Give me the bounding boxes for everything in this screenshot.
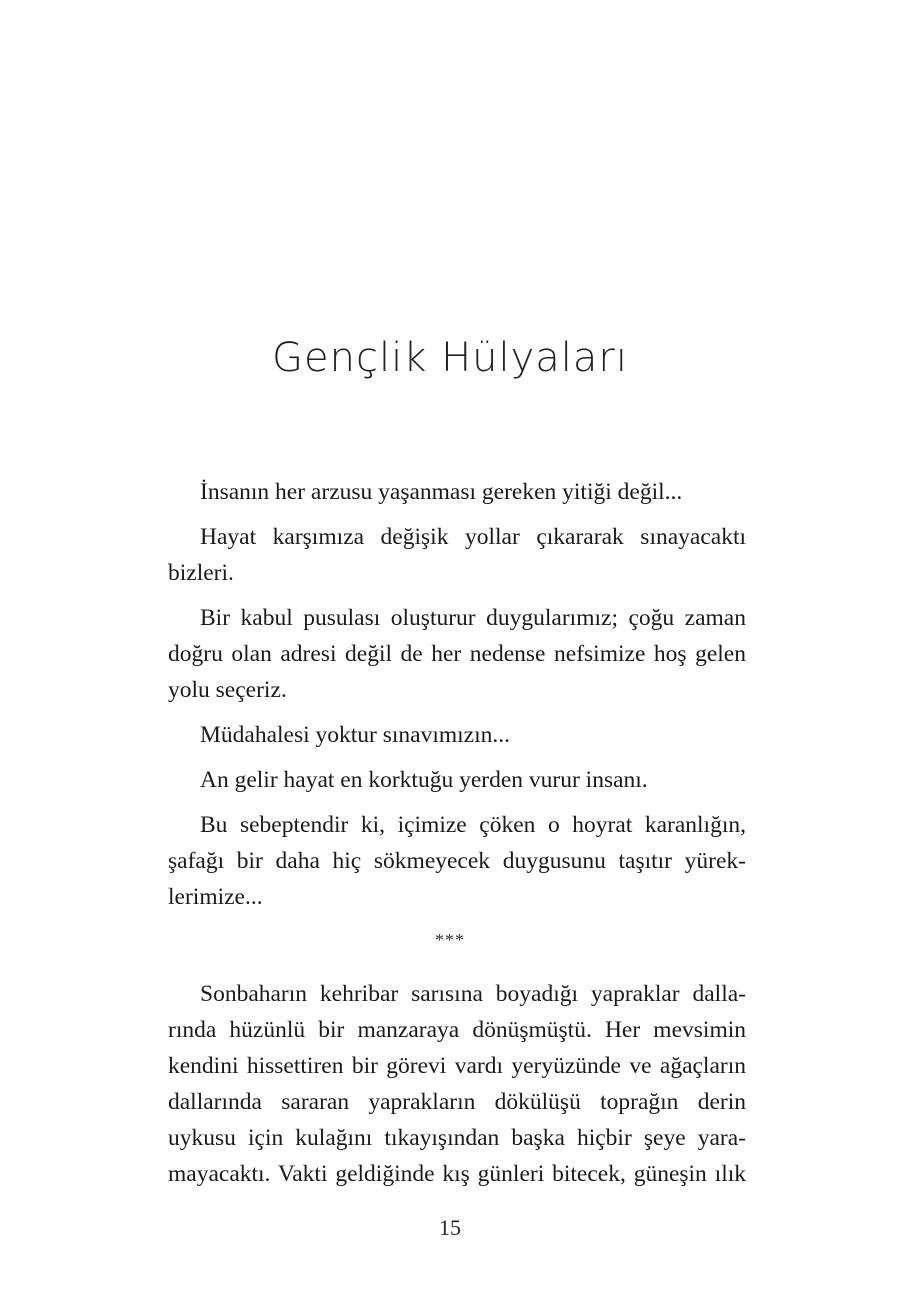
text-line: Müdahalesi yoktur sınavımızın... [200, 722, 511, 748]
paragraph [168, 600, 746, 708]
paragraph [168, 762, 746, 798]
text-line: Sonbaharın kehribar sarısına boyadığı yapraklar dalla- [200, 981, 746, 1007]
text-line: dallarında sararan yaprakların dökülüşü toprağın derin [168, 1089, 746, 1115]
text-line: Bir kabul pusulası oluşturur duygularımız; çoğu zaman [200, 605, 746, 631]
text-line: lerimize... [168, 884, 263, 910]
text-section-1 [168, 474, 746, 924]
paragraph [168, 717, 746, 753]
text-line: İnsanın her arzusu yaşanması gereken yitiği değil... [200, 479, 683, 505]
text-line: kendini hissettiren bir görevi vardı yeryüzünde ve ağaçların [168, 1053, 746, 1079]
text-line: Hayat karşımıza değişik yollar çıkararak sınayacaktı [200, 524, 746, 550]
text-section-2 [168, 976, 746, 1192]
chapter-title: Gençlik Hülyaları [272, 335, 628, 381]
text-line: şafağı bir daha hiç sökmeyecek duygusunu taşıtır yürek- [168, 848, 746, 874]
text-line: Bu sebeptendir ki, içimize çöken o hoyrat karanlığın, [200, 812, 746, 838]
text-line: mayacaktı. Vakti geldiğinde kış günleri bitecek, güneşin ılık [168, 1161, 746, 1187]
text-line: bizleri. [168, 560, 234, 586]
paragraph [168, 807, 746, 915]
paragraph [168, 976, 746, 1192]
text-line: doğru olan adresi değil de her nedense nefsimize hoş gelen [168, 641, 746, 667]
page-number: 15 [439, 1215, 461, 1240]
text-line: yolu seçeriz. [168, 677, 287, 703]
paragraph [168, 519, 746, 591]
paragraph [168, 474, 746, 510]
text-line: rında hüzünlü bir manzaraya dönüşmüştü. Her mevsimin [168, 1017, 746, 1043]
section-separator: *** [435, 930, 465, 950]
text-line: uykusu için kulağını tıkayışından başka hiçbir şeye yara- [168, 1125, 746, 1151]
text-line: An gelir hayat en korktuğu yerden vurur insanı. [200, 767, 648, 793]
